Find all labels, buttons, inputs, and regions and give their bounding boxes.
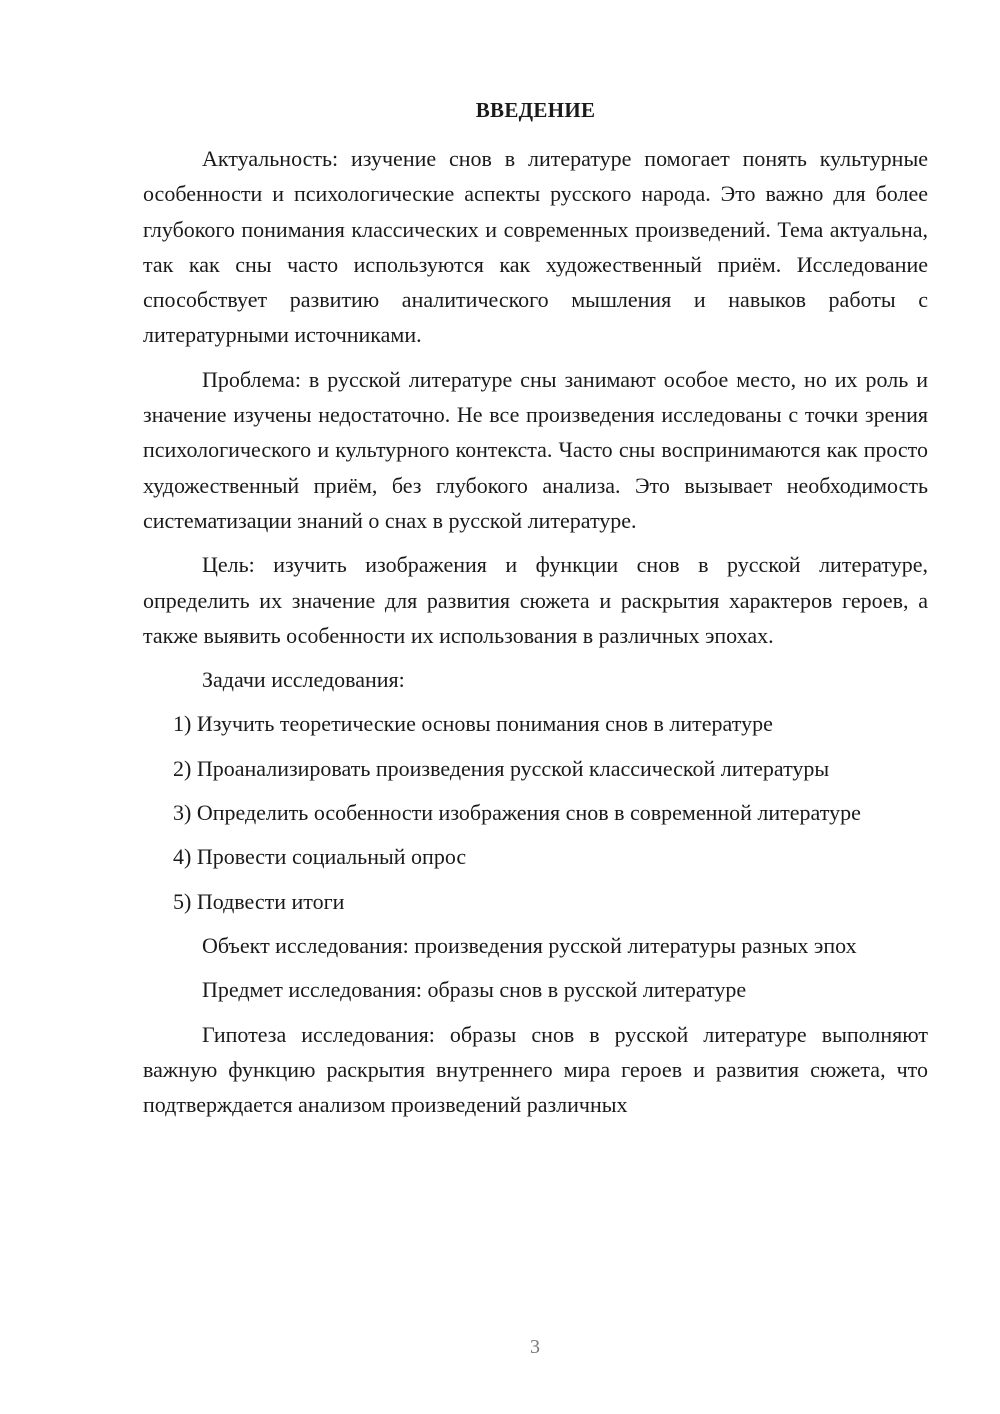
paragraph-goal: Цель: изучить изображения и функции снов в русской литературе, определить их значение для развития сюжета и раскрытия характеров героев, а также выявить особенности их использования в различных эпохах.	[143, 552, 928, 648]
task-item-3: 3) Определить особенности изображения снов в современной литературе	[173, 800, 861, 826]
page-number: 3	[530, 1336, 540, 1358]
task-item-1: 1) Изучить теоретические основы понимания снов в литературе	[173, 711, 773, 737]
task-item-4: 4) Провести социальный опрос	[173, 844, 467, 870]
paragraph-subject: Предмет исследования: образы снов в русской литературе	[202, 977, 747, 1003]
page-content	[143, 94, 928, 1131]
paragraph-problem: Проблема: в русской литературе сны занимают особое место, но их роль и значение изучены недостаточно. Не все произведения исследованы с точки зрения психологического и культурного контекста. Часто сны воспринимаются как просто художественный приём, без глубокого анализа. Это вызывает необходимость систематизации знаний о снах в русской литературе.	[143, 366, 928, 533]
task-item-5: 5) Подвести итоги	[173, 888, 345, 914]
paragraph-tasks-heading: Задачи исследования:	[202, 667, 405, 693]
section-title: ВВЕДЕНИЕ	[475, 98, 596, 122]
paragraph-hypothesis: Гипотеза исследования: образы снов в русской литературе выполняют важную функцию раскрытия внутреннего мира героев и развития сюжета, что подтверждается анализом произведений различных	[143, 1021, 928, 1118]
paragraph-object: Объект исследования: произведения русской литературы разных эпох	[202, 932, 857, 958]
paragraph-relevance: Актуальность: изучение снов в литературе помогает понять культурные особенности и психологические аспекты русского народа. Это важно для более глубокого понимания классических и современных произведений. Тема актуальна, так как сны часто используются как художественный приём. Исследование способствует развитию аналитического мышления и навыков работы с литературными источниками.	[143, 146, 928, 348]
task-item-2: 2) Проанализировать произведения русской классической литературы	[173, 755, 830, 781]
